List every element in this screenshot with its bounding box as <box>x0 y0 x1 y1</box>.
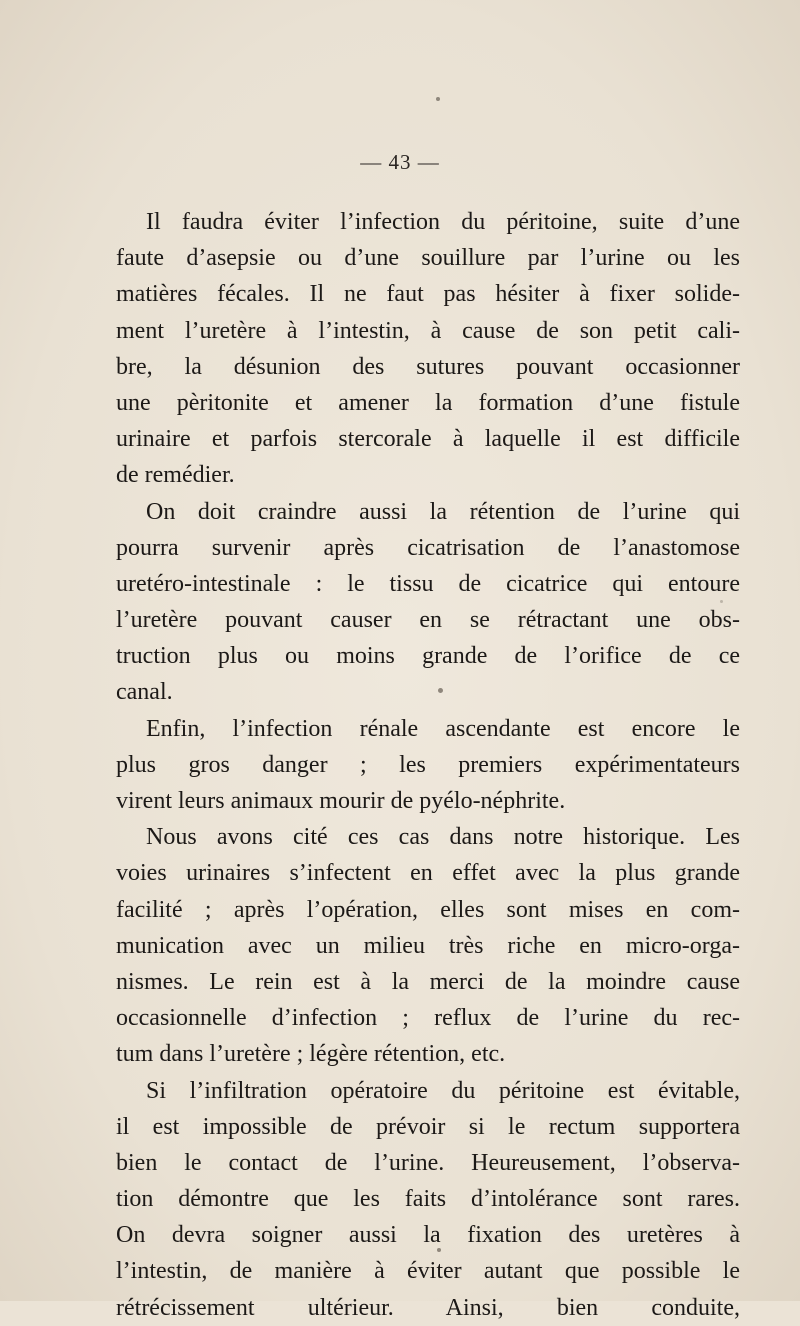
paper-speck <box>436 97 440 101</box>
text-line: l’uretère pouvant causer en se rétractant une obs- <box>116 607 740 634</box>
text-line: On doit craindre aussi la rétention de l’urine qui <box>146 498 740 525</box>
paper-speck <box>438 688 443 693</box>
text-line: canal. <box>116 679 173 706</box>
paper-speck <box>437 1248 441 1252</box>
text-line: Si l’infiltration opératoire du péritoine est évitable, <box>146 1077 740 1104</box>
text-line: nismes. Le rein est à la merci de la moindre cause <box>116 968 740 995</box>
text-line: Il faudra éviter l’infection du péritoine, suite d’une <box>146 209 740 235</box>
body-text <box>116 204 740 1326</box>
text-line: faute d’asepsie ou d’une souillure par l’urine ou les <box>116 245 740 272</box>
text-line: plus gros danger ; les premiers expérimentateurs <box>116 751 740 778</box>
text-line: tion démontre que les faits d’intolérance sont rares. <box>116 1186 740 1213</box>
text-line: rétrécissement ultérieur. Ainsi, bien conduite, <box>116 1294 740 1321</box>
paper-speck <box>720 600 723 603</box>
text-line: une pèritonite et amener la formation d’une fistule <box>116 389 740 416</box>
text-line: de remédier. <box>116 462 235 489</box>
text-line: urinaire et parfois stercorale à laquelle il est difficile <box>116 426 740 453</box>
text-line: ment l’uretère à l’intestin, à cause de son petit cali- <box>116 317 740 344</box>
text-line: truction plus ou moins grande de l’orifice de ce <box>116 643 740 670</box>
text-line: facilité ; après l’opération, elles sont mises en com- <box>116 896 740 923</box>
text-line: occasionnelle d’infection ; reflux de l’urine du rec- <box>116 1005 740 1032</box>
text-line: voies urinaires s’infectent en effet avec la plus grande <box>116 860 740 887</box>
text-line: bien le contact de l’urine. Heureusement, l’observa- <box>116 1149 740 1176</box>
text-line: Enfin, l’infection rénale ascendante est encore le <box>146 715 740 742</box>
page-number: — 43 — <box>360 150 440 174</box>
text-line: pourra survenir après cicatrisation de l’anastomose <box>116 534 740 561</box>
text-line: l’intestin, de manière à éviter autant que possible le <box>116 1258 740 1285</box>
text-line: virent leurs animaux mourir de pyélo-néphrite. <box>116 788 566 814</box>
text-line: uretéro-intestinale : le tissu de cicatrice qui entoure <box>116 570 740 597</box>
text-line: On devra soigner aussi la fixation des uretères à <box>116 1222 740 1249</box>
text-line: munication avec un milieu très riche en micro-orga- <box>116 932 740 959</box>
text-line: bre, la désunion des sutures pouvant occasionner <box>116 353 740 380</box>
text-line: tum dans l’uretère ; légère rétention, etc. <box>116 1041 506 1068</box>
text-line: matières fécales. Il ne faut pas hésiter à fixer solide- <box>116 281 740 308</box>
text-line: il est impossible de prévoir si le rectum supportera <box>116 1113 740 1140</box>
text-line: Nous avons cité ces cas dans notre historique. Les <box>146 824 740 851</box>
